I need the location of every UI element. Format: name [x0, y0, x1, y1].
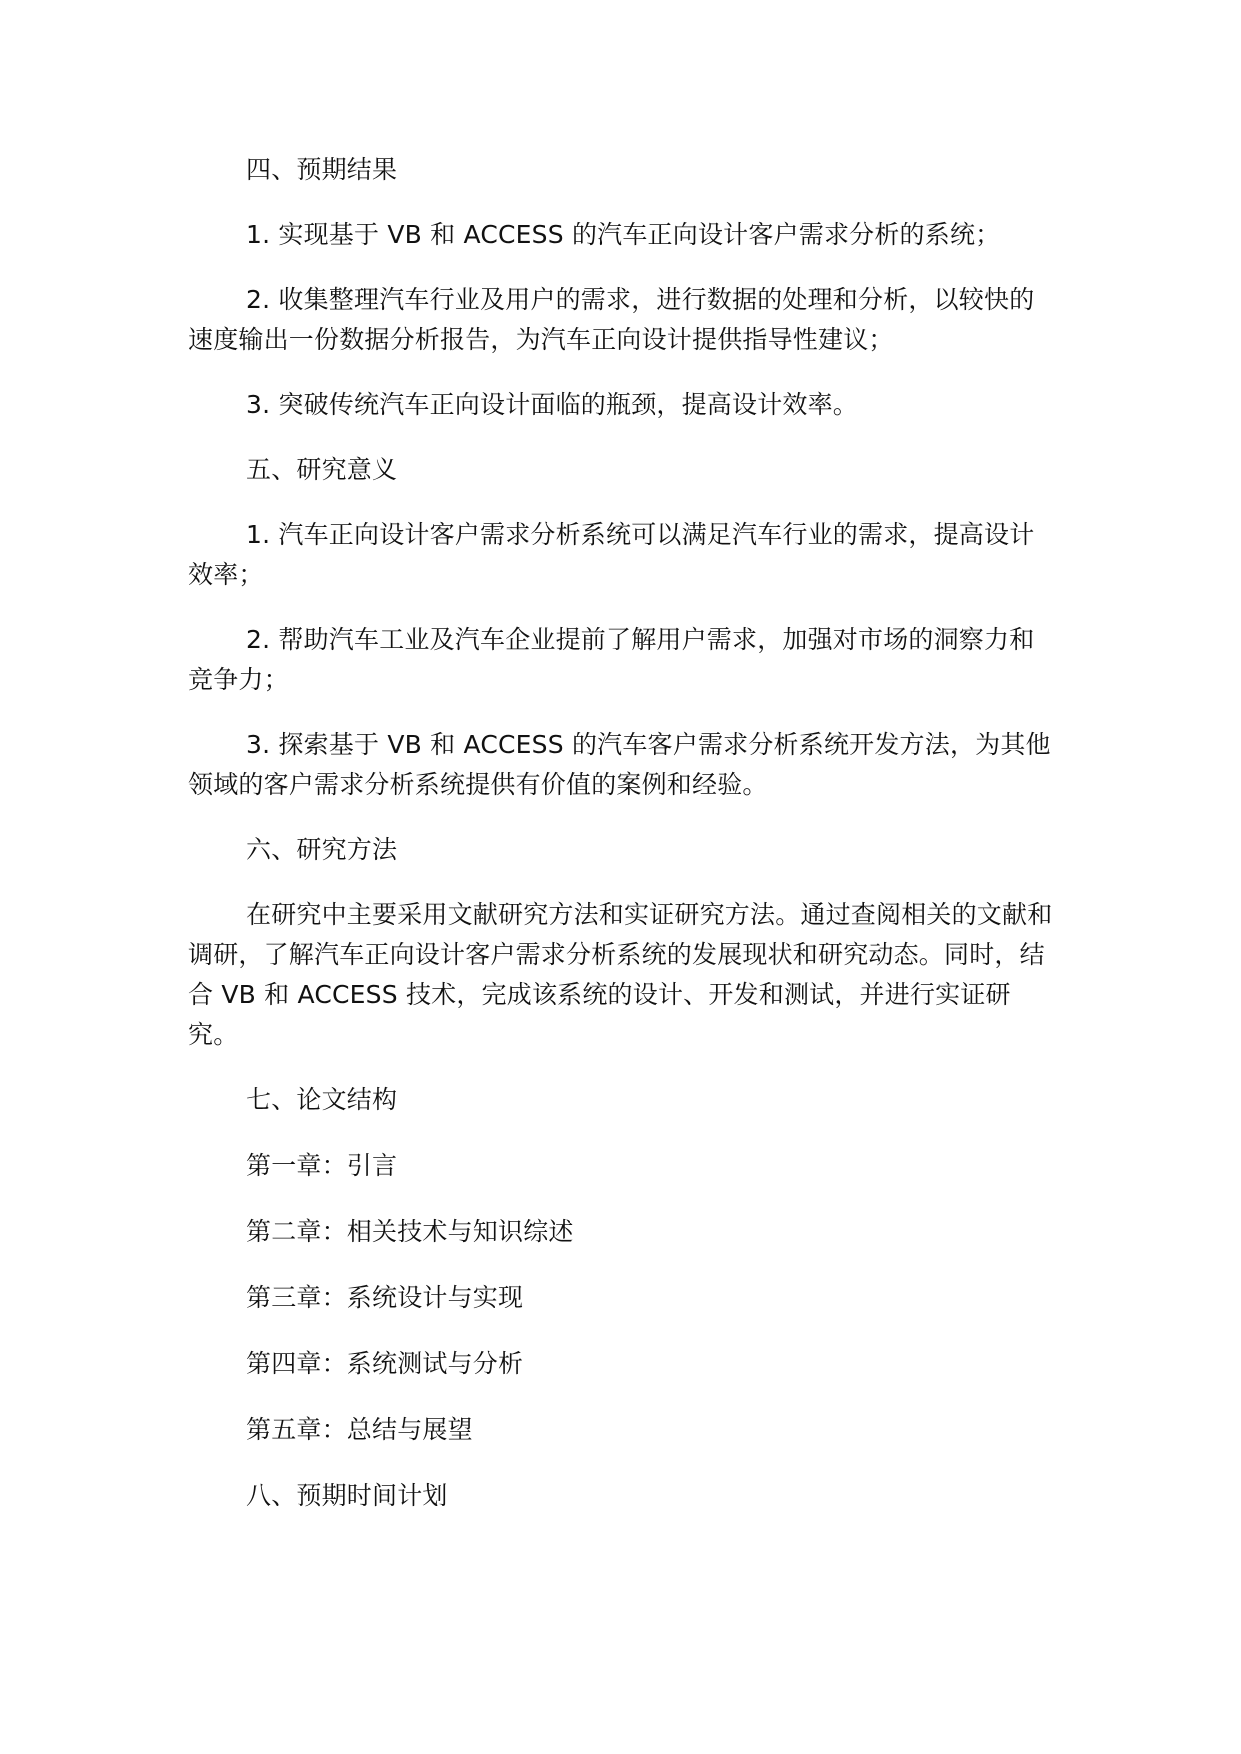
heading-expected-results: 四、预期结果	[246, 155, 398, 184]
list-item: 3. 突破传统汽车正向设计面临的瓶颈，提高设计效率。	[246, 390, 859, 419]
heading-research-methods: 六、研究方法	[246, 835, 398, 864]
heading-research-significance: 五、研究意义	[246, 455, 398, 484]
list-item: 3. 探索基于 VB 和 ACCESS 的汽车客户需求分析系统开发方法，为其他领域的客户需求分析系统提供有价值的案例和经验。	[188, 730, 1051, 799]
chapter-item: 第五章：总结与展望	[246, 1415, 473, 1444]
list-item: 2. 收集整理汽车行业及用户的需求，进行数据的处理和分析，以较快的速度输出一份数据分析报告，为汽车正向设计提供指导性建议；	[188, 285, 1035, 354]
body-paragraph: 在研究中主要采用文献研究方法和实证研究方法。通过查阅相关的文献和调研，了解汽车正向设计客户需求分析系统的发展现状和研究动态。同时，结合 VB 和 ACCESS 技术，完成该系统的设计、开发和测试，并进行实证研究。	[188, 900, 1053, 1049]
chapter-item: 第二章：相关技术与知识综述	[246, 1217, 574, 1246]
list-item: 1. 汽车正向设计客户需求分析系统可以满足汽车行业的需求，提高设计效率；	[188, 520, 1035, 589]
list-item: 2. 帮助汽车工业及汽车企业提前了解用户需求，加强对市场的洞察力和竞争力；	[188, 625, 1035, 694]
document-body	[188, 150, 1054, 1542]
chapter-item: 第四章：系统测试与分析	[246, 1349, 524, 1378]
heading-timeline: 八、预期时间计划	[246, 1481, 448, 1510]
chapter-item: 第一章：引言	[246, 1151, 398, 1180]
chapter-item: 第三章：系统设计与实现	[246, 1283, 524, 1312]
list-item: 1. 实现基于 VB 和 ACCESS 的汽车正向设计客户需求分析的系统；	[246, 220, 1001, 249]
heading-thesis-structure: 七、论文结构	[246, 1085, 398, 1114]
